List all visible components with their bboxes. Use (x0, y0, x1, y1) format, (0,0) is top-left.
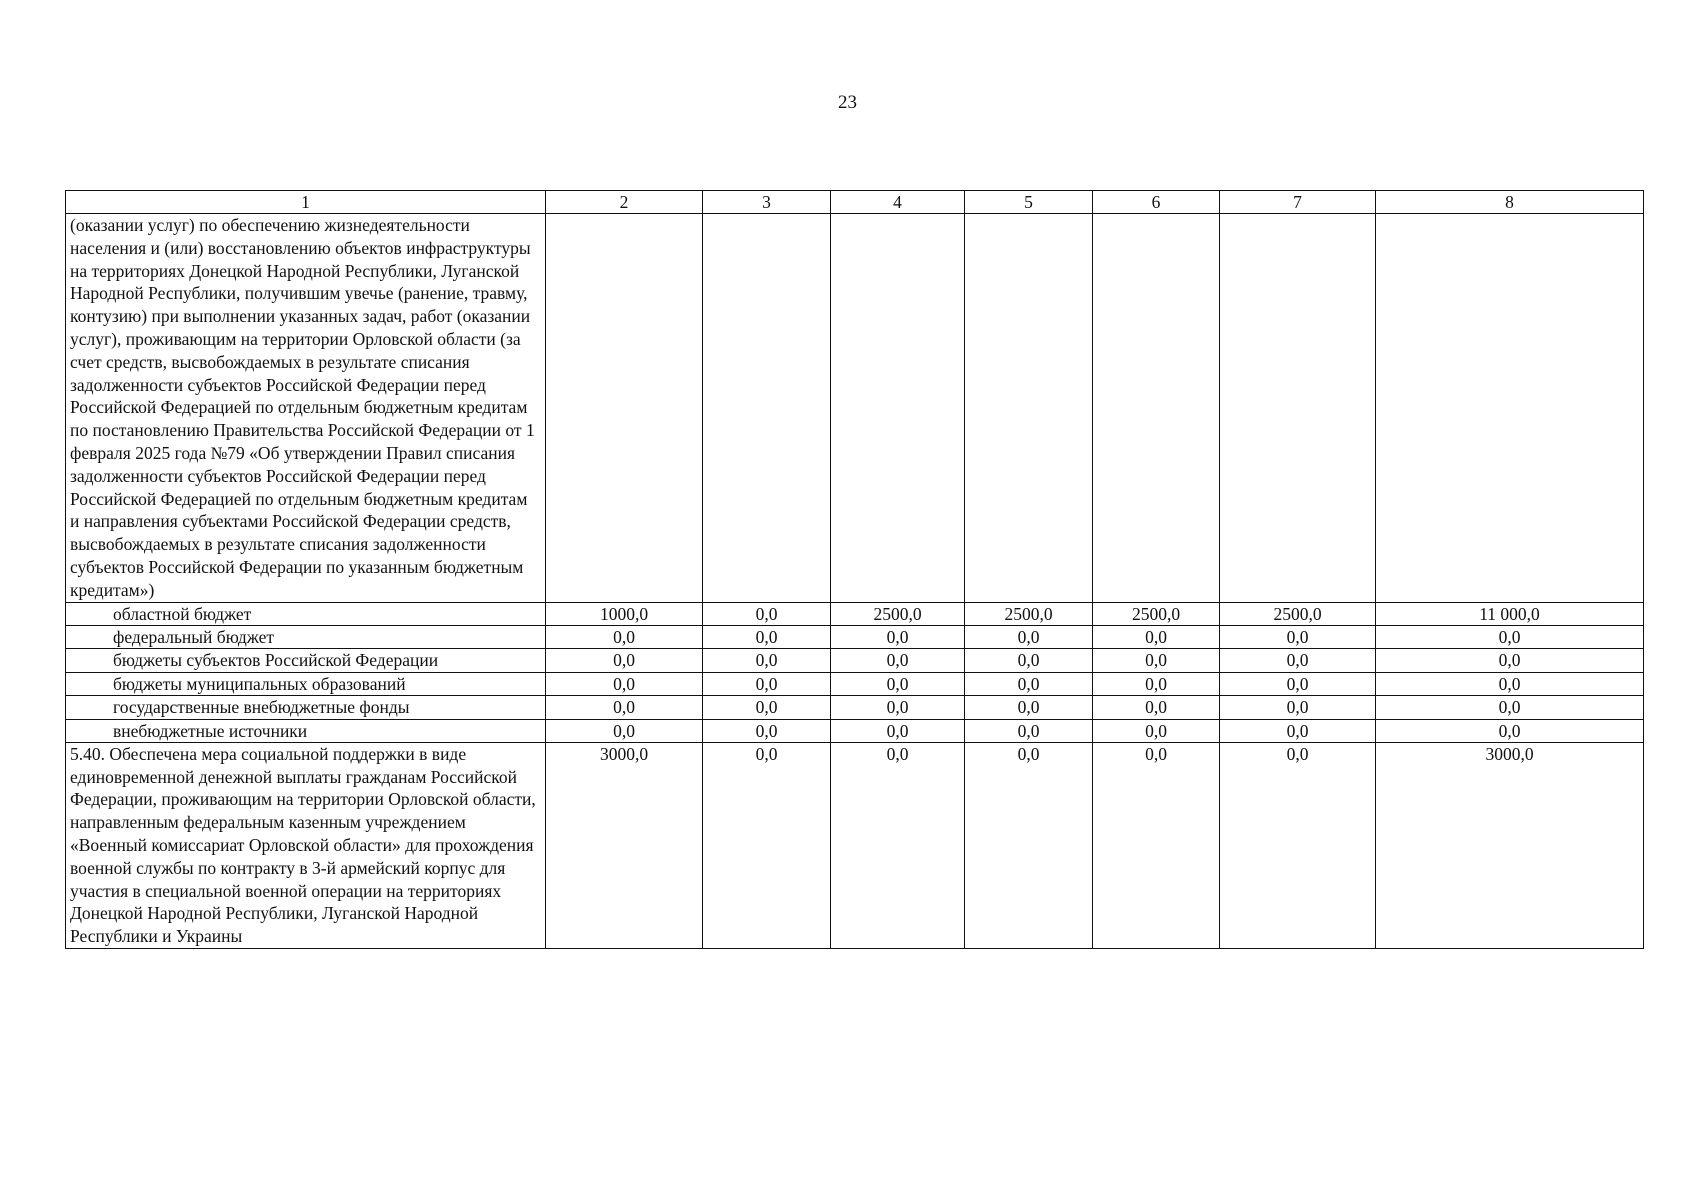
value-cell: 0,0 (546, 625, 703, 648)
empty-cell (1093, 214, 1220, 603)
value-cell: 0,0 (1093, 742, 1220, 948)
value-cell: 0,0 (965, 672, 1093, 695)
empty-cell (965, 214, 1093, 603)
value-cell: 11 000,0 (1376, 602, 1644, 625)
value-cell: 0,0 (831, 719, 965, 742)
value-cell: 0,0 (831, 742, 965, 948)
source-row-federal-budget (66, 625, 1644, 648)
empty-cell (1220, 214, 1376, 603)
continuation-row (66, 214, 1644, 603)
value-cell: 0,0 (1093, 719, 1220, 742)
value-cell: 0,0 (831, 649, 965, 672)
measure-text: 5.40. Обеспечена мера социальной поддержки в виде единовременной денежной выплаты гражданам Российской Федерации, проживающим на территории Орловской области, направленным федеральным казенным учреждением «Военный комиссариат Орловской области» для прохождения военной службы по контракту в 3-й армейский корпус для участия в специальной военной операции на территориях Донецкой Народной Республики, Луганской Народной Республики и Украины (70, 743, 536, 947)
source-label: областной бюджет (66, 602, 546, 625)
value-cell: 0,0 (1220, 696, 1376, 719)
header-cell-6: 6 (1093, 191, 1220, 214)
header-cell-3: 3 (703, 191, 831, 214)
header-cell-2: 2 (546, 191, 703, 214)
value-cell: 0,0 (1093, 696, 1220, 719)
source-row-subject-budgets (66, 649, 1644, 672)
continuation-description (66, 214, 546, 603)
value-cell: 0,0 (1220, 625, 1376, 648)
source-row-extrabudgetary-sources (66, 719, 1644, 742)
budget-table (65, 190, 1644, 949)
value-cell: 0,0 (703, 625, 831, 648)
value-cell: 0,0 (1220, 742, 1376, 948)
source-label: федеральный бюджет (66, 625, 546, 648)
value-cell: 0,0 (1376, 672, 1644, 695)
value-cell: 0,0 (703, 649, 831, 672)
value-cell: 3000,0 (546, 742, 703, 948)
value-cell: 0,0 (965, 742, 1093, 948)
source-label: бюджеты муниципальных образований (66, 672, 546, 695)
value-cell: 0,0 (831, 672, 965, 695)
value-cell: 0,0 (1093, 649, 1220, 672)
value-cell: 0,0 (546, 719, 703, 742)
value-cell: 0,0 (965, 625, 1093, 648)
source-row-regional-budget (66, 602, 1644, 625)
value-cell: 0,0 (1376, 649, 1644, 672)
empty-cell (703, 214, 831, 603)
empty-cell (831, 214, 965, 603)
value-cell: 2500,0 (1093, 602, 1220, 625)
value-cell: 0,0 (1220, 649, 1376, 672)
empty-cell (1376, 214, 1644, 603)
measure-row-5-40 (66, 742, 1644, 948)
value-cell: 0,0 (1376, 696, 1644, 719)
page-number: 23 (838, 92, 857, 113)
source-label: бюджеты субъектов Российской Федерации (66, 649, 546, 672)
continuation-text: (оказании услуг) по обеспечению жизнедеятельности населения и (или) восстановлению объектов инфраструктуры на территориях Донецкой Народной Республики, Луганской Народной Республики, получившим увечье (ранение, травму, контузию) при выполнении указанных задач, работ (оказании услуг), проживающим на территории Орловской области (за счет средств, высвобождаемых в результате списания задолженности субъектов Российской Федерации перед Российской Федерацией по отдельным бюджетным кредитам по постановлению Правительства Российской Федерации от 1 февраля 2025 года №79 «Об утверждении Правил списания задолженности субъектов Российской Федерации перед Российской Федерацией по отдельным бюджетным кредитам и направления субъектами Российской Федерации средств, высвобождаемых в результате списания задолженности субъектов Российской Федерации по указанным бюджетным кредитам») (70, 215, 535, 600)
value-cell: 0,0 (831, 696, 965, 719)
header-cell-7: 7 (1220, 191, 1376, 214)
value-cell: 2500,0 (965, 602, 1093, 625)
value-cell: 0,0 (703, 696, 831, 719)
measure-description (66, 742, 546, 948)
value-cell: 0,0 (1220, 672, 1376, 695)
value-cell: 0,0 (546, 649, 703, 672)
value-cell: 0,0 (965, 719, 1093, 742)
value-cell: 0,0 (965, 696, 1093, 719)
value-cell: 0,0 (703, 719, 831, 742)
value-cell: 0,0 (546, 672, 703, 695)
source-row-municipal-budgets (66, 672, 1644, 695)
value-cell: 0,0 (703, 602, 831, 625)
value-cell: 0,0 (1220, 719, 1376, 742)
value-cell: 2500,0 (831, 602, 965, 625)
table-header-row (66, 191, 1644, 214)
source-row-extrabudgetary-funds (66, 696, 1644, 719)
header-cell-1: 1 (66, 191, 546, 214)
value-cell: 3000,0 (1376, 742, 1644, 948)
header-cell-8: 8 (1376, 191, 1644, 214)
value-cell: 0,0 (703, 672, 831, 695)
value-cell: 2500,0 (1220, 602, 1376, 625)
source-label: внебюджетные источники (66, 719, 546, 742)
value-cell: 0,0 (965, 649, 1093, 672)
header-cell-4: 4 (831, 191, 965, 214)
value-cell: 0,0 (831, 625, 965, 648)
value-cell: 0,0 (1376, 625, 1644, 648)
value-cell: 0,0 (546, 696, 703, 719)
value-cell: 0,0 (1093, 672, 1220, 695)
source-label: государственные внебюджетные фонды (66, 696, 546, 719)
value-cell: 0,0 (703, 742, 831, 948)
value-cell: 0,0 (1376, 719, 1644, 742)
value-cell: 1000,0 (546, 602, 703, 625)
header-cell-5: 5 (965, 191, 1093, 214)
empty-cell (546, 214, 703, 603)
value-cell: 0,0 (1093, 625, 1220, 648)
